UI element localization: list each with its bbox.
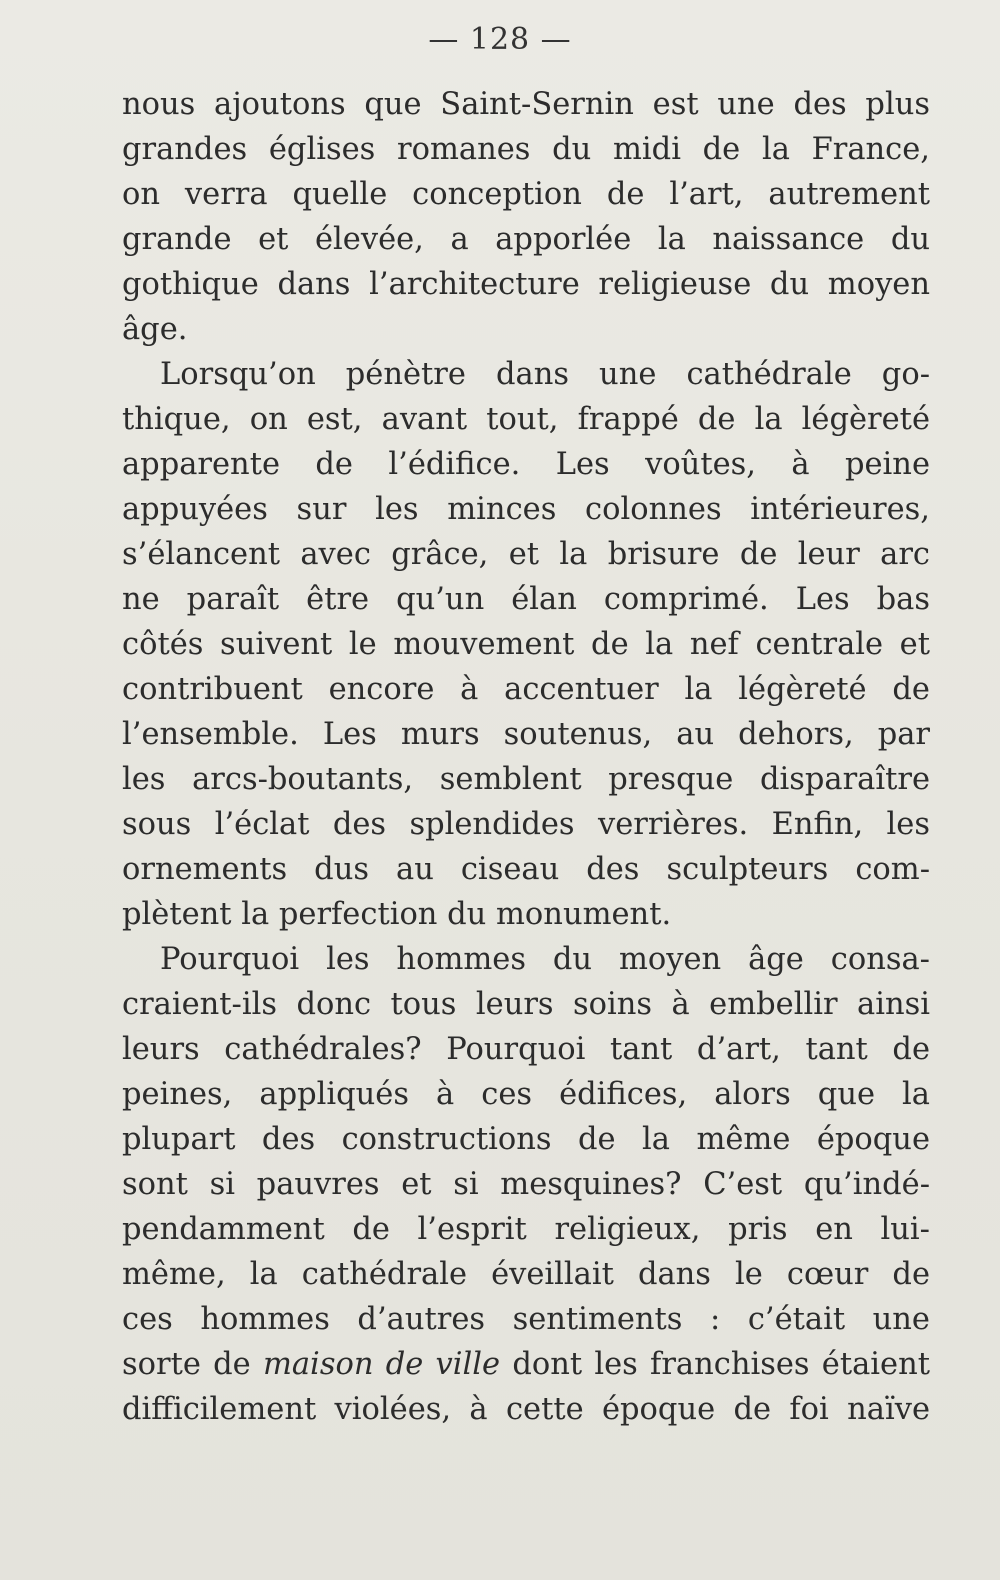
- text-line: même, la cathédrale éveillait dans le cœur de: [122, 1257, 930, 1292]
- paragraph: [122, 352, 930, 937]
- text-line: difficilement violées, à cette époque de foi naïve: [122, 1392, 930, 1427]
- text-line: s’élancent avec grâce, et la brisure de leur arc: [122, 537, 930, 572]
- text-line: Lorsqu’on pénètre dans une cathédrale go-: [160, 357, 930, 392]
- page-number: — 128 —: [428, 22, 572, 57]
- body-text: [122, 82, 930, 1432]
- text-run: dont les franchises étaient: [500, 1347, 930, 1382]
- text-run: sorte de: [122, 1347, 263, 1382]
- text-line: peines, appliqués à ces édifices, alors que la: [122, 1077, 930, 1112]
- text-line: apparente de l’édifice. Les voûtes, à peine: [122, 447, 930, 482]
- text-line: sont si pauvres et si mesquines? C’est qu’indé-: [122, 1167, 930, 1202]
- text-line: on verra quelle conception de l’art, autrement: [122, 177, 930, 212]
- text-line: grande et élevée, a apporlée la naissance du: [122, 222, 930, 257]
- text-line: craient-ils donc tous leurs soins à embellir ainsi: [122, 987, 930, 1022]
- text-line: nous ajoutons que Saint-Sernin est une des plus: [122, 87, 930, 122]
- text-line: grandes églises romanes du midi de la France,: [122, 132, 930, 167]
- text-line: âge.: [122, 312, 188, 347]
- text-line: pendamment de l’esprit religieux, pris en lui-: [122, 1212, 930, 1247]
- text-line: ornements dus au ciseau des sculpteurs com-: [122, 852, 930, 887]
- text-line: contribuent encore à accentuer la légèreté de: [122, 672, 930, 707]
- text-line: thique, on est, avant tout, frappé de la légèreté: [122, 402, 930, 437]
- text-line: plètent la perfection du monument.: [122, 897, 672, 932]
- paragraph: [122, 937, 930, 1432]
- text-line: leurs cathédrales? Pourquoi tant d’art, tant de: [122, 1032, 930, 1067]
- text-line: l’ensemble. Les murs soutenus, au dehors, par: [122, 717, 930, 752]
- italic-text-run: maison de ville: [262, 1347, 501, 1382]
- text-line: ces hommes d’autres sentiments : c’était une: [122, 1302, 930, 1337]
- text-line: ne paraît être qu’un élan comprimé. Les bas: [122, 582, 930, 617]
- text-line: Pourquoi les hommes du moyen âge consa-: [160, 942, 930, 977]
- paragraph: [122, 82, 930, 352]
- text-line: côtés suivent le mouvement de la nef centrale et: [122, 627, 930, 662]
- text-line: sous l’éclat des splendides verrières. Enfin, les: [122, 807, 930, 842]
- text-line: gothique dans l’architecture religieuse du moyen: [122, 267, 930, 302]
- text-line: les arcs-boutants, semblent presque disparaître: [122, 762, 930, 797]
- text-line: plupart des constructions de la même époque: [122, 1122, 930, 1157]
- text-line: appuyées sur les minces colonnes intérieures,: [122, 492, 930, 527]
- text-line: [122, 1342, 930, 1387]
